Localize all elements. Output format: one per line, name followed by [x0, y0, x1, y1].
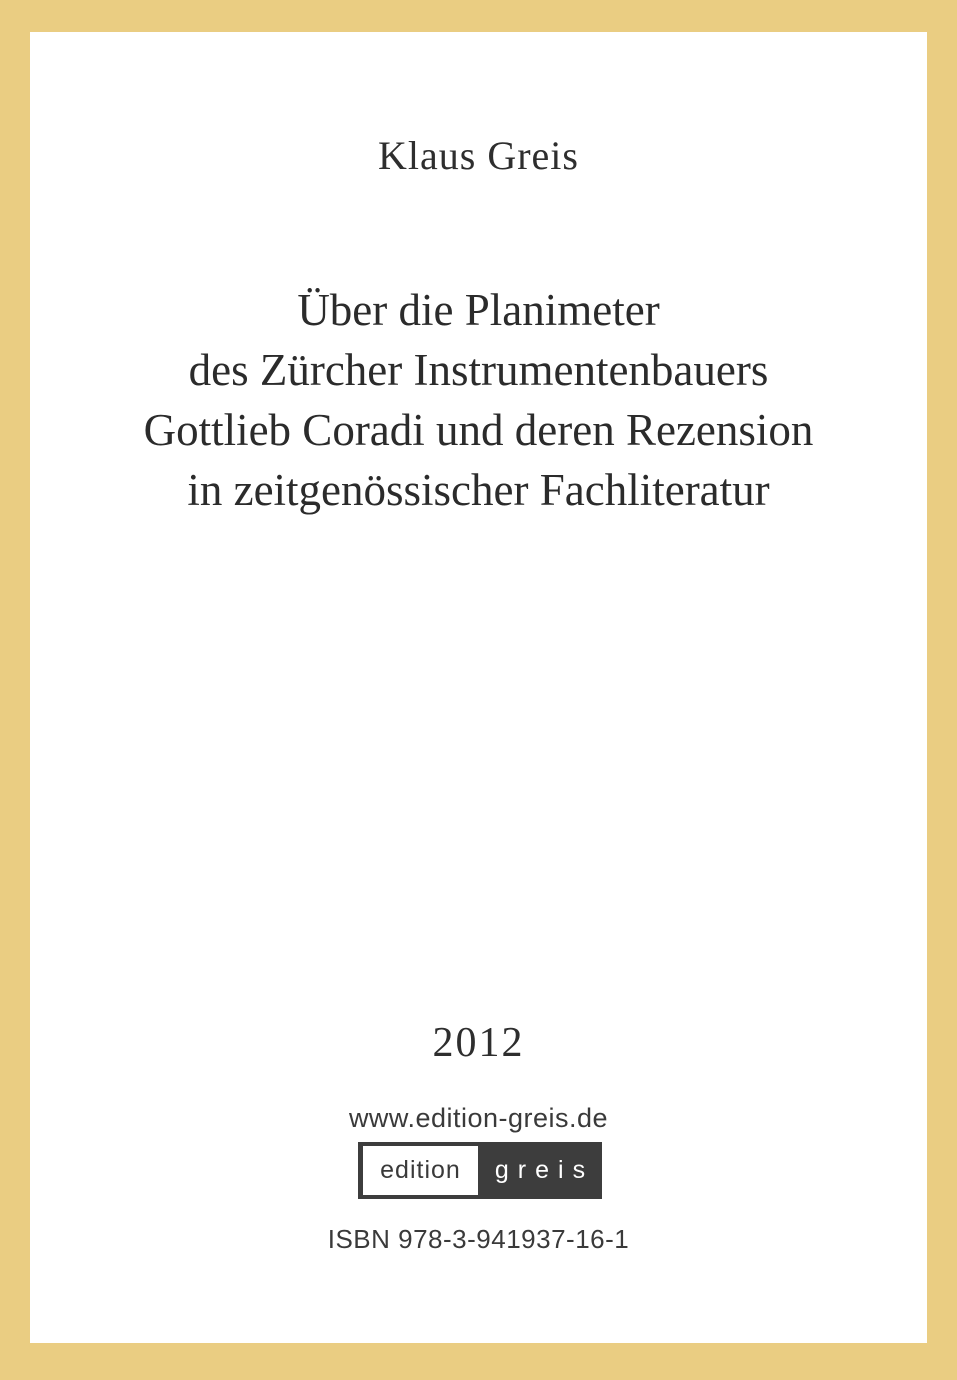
author-name: Klaus Greis — [378, 133, 579, 178]
publication-year: 2012 — [432, 1020, 525, 1066]
publisher-logo-edition-label: edition — [363, 1146, 478, 1195]
book-title-line: Über die Planimeter — [297, 285, 660, 335]
cover-page — [30, 32, 927, 1343]
book-title-line: des Zürcher Instrumentenbauers — [188, 345, 769, 395]
publisher-website-url: www.edition-greis.de — [348, 1103, 609, 1133]
publisher-logo — [358, 1142, 602, 1199]
isbn-number: ISBN 978-3-941937-16-1 — [327, 1224, 630, 1254]
book-title — [30, 280, 927, 520]
publisher-logo-greis-label: greis — [494, 1156, 595, 1184]
book-title-line: in zeitgenössischer Fachliteratur — [187, 465, 770, 515]
book-title-line: Gottlieb Coradi und deren Rezension — [143, 405, 814, 455]
